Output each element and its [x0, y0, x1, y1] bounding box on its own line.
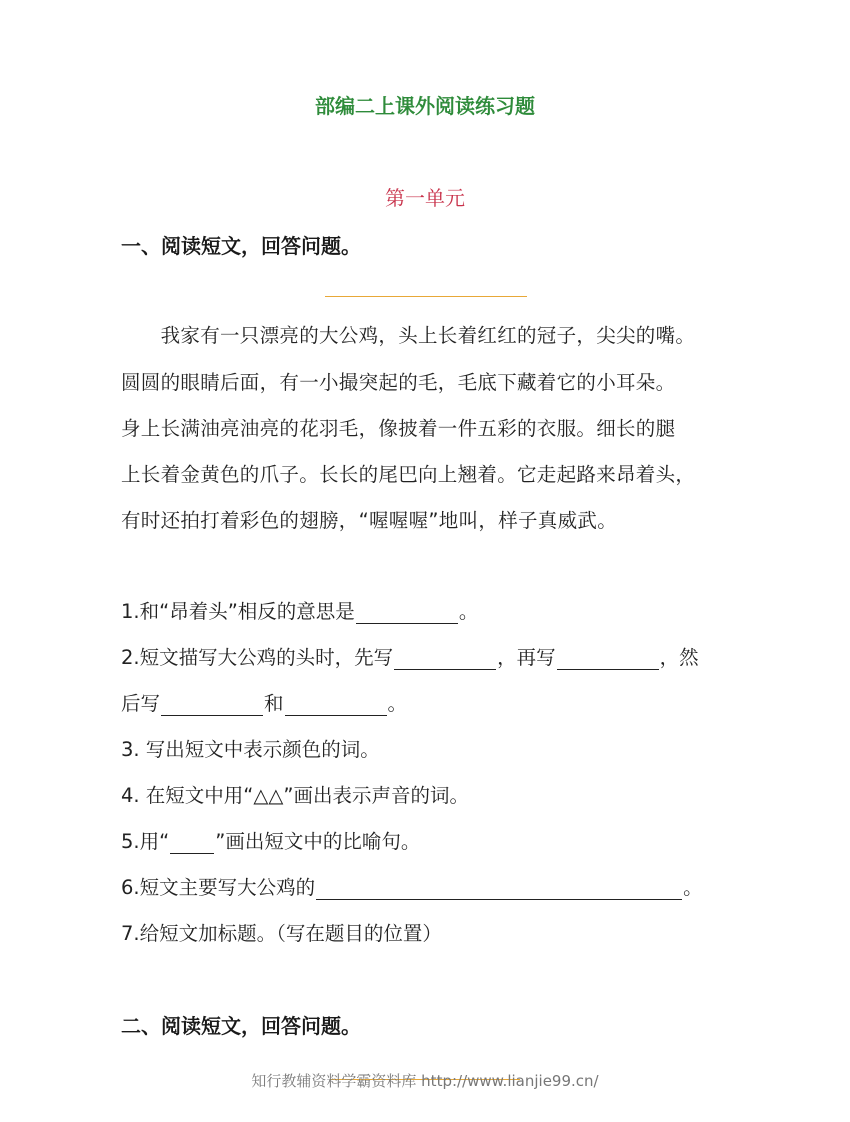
question-2-text-f: 。: [387, 692, 408, 715]
question-2-text-a: 2.短文描写大公鸡的头时，先写: [121, 646, 394, 669]
footer-watermark: 知行教辅资料学霸资料库 http://www.lianjie99.cn/: [251, 1072, 599, 1090]
passage-line-1: 我家有一只漂亮的大公鸡，头上长着红红的冠子，尖尖的嘴。: [121, 324, 696, 347]
question-2-continued: [121, 688, 407, 716]
passage-line-3: 身上长满油亮油亮的花羽毛，像披着一件五彩的衣服。细长的腿: [121, 417, 676, 440]
answer-blank-2b: [557, 649, 659, 670]
question-2-text-c: ，然: [659, 646, 699, 669]
question-2-text-d: 后写: [121, 692, 161, 715]
passage-line-5: 有时还拍打着彩色的翅膀，“喔喔喔”地叫，样子真威武。: [121, 509, 618, 532]
question-1-text: 1.和“昂着头”相反的意思是: [121, 600, 355, 623]
passage-line-4: 上长着金黄色的爪子。长长的尾巴向上翘着。它走起路来昂着头，: [121, 463, 696, 486]
question-6: [121, 872, 703, 900]
question-4: 4. 在短文中用“△△”画出表示声音的词。: [121, 784, 470, 807]
question-5-text: 5.用“: [121, 830, 170, 853]
answer-blank-6: [316, 879, 682, 900]
question-3: 3. 写出短文中表示颜色的词。: [121, 738, 380, 761]
answer-blank-1: [356, 603, 458, 624]
question-2-text-e: 和: [264, 692, 284, 715]
unit-title: 第一单元: [385, 186, 465, 210]
answer-blank-2a: [394, 649, 496, 670]
question-1-end: 。: [458, 600, 479, 623]
passage-line-2: 圆圆的眼睛后面，有一小撮突起的毛，毛底下藏着它的小耳朵。: [121, 371, 676, 394]
underline-sample: [170, 833, 214, 854]
question-7: 7.给短文加标题。（写在题目的位置）: [121, 922, 442, 945]
question-1: [121, 596, 478, 624]
question-2-text-b: ，再写: [497, 646, 556, 669]
question-2: [121, 642, 699, 670]
answer-blank-2c: [161, 695, 263, 716]
answer-blank-2d: [285, 695, 387, 716]
question-5: [121, 826, 420, 854]
passage-title-blank: [325, 296, 527, 297]
question-6-text: 6.短文主要写大公鸡的: [121, 876, 316, 899]
section-1-heading: 一、阅读短文，回答问题。: [121, 234, 361, 258]
section-2-heading: 二、阅读短文，回答问题。: [121, 1014, 361, 1038]
question-5-end: ”画出短文中的比喻句。: [215, 830, 421, 853]
document-title: 部编二上课外阅读练习题: [315, 94, 535, 118]
question-6-end: 。: [683, 876, 703, 899]
